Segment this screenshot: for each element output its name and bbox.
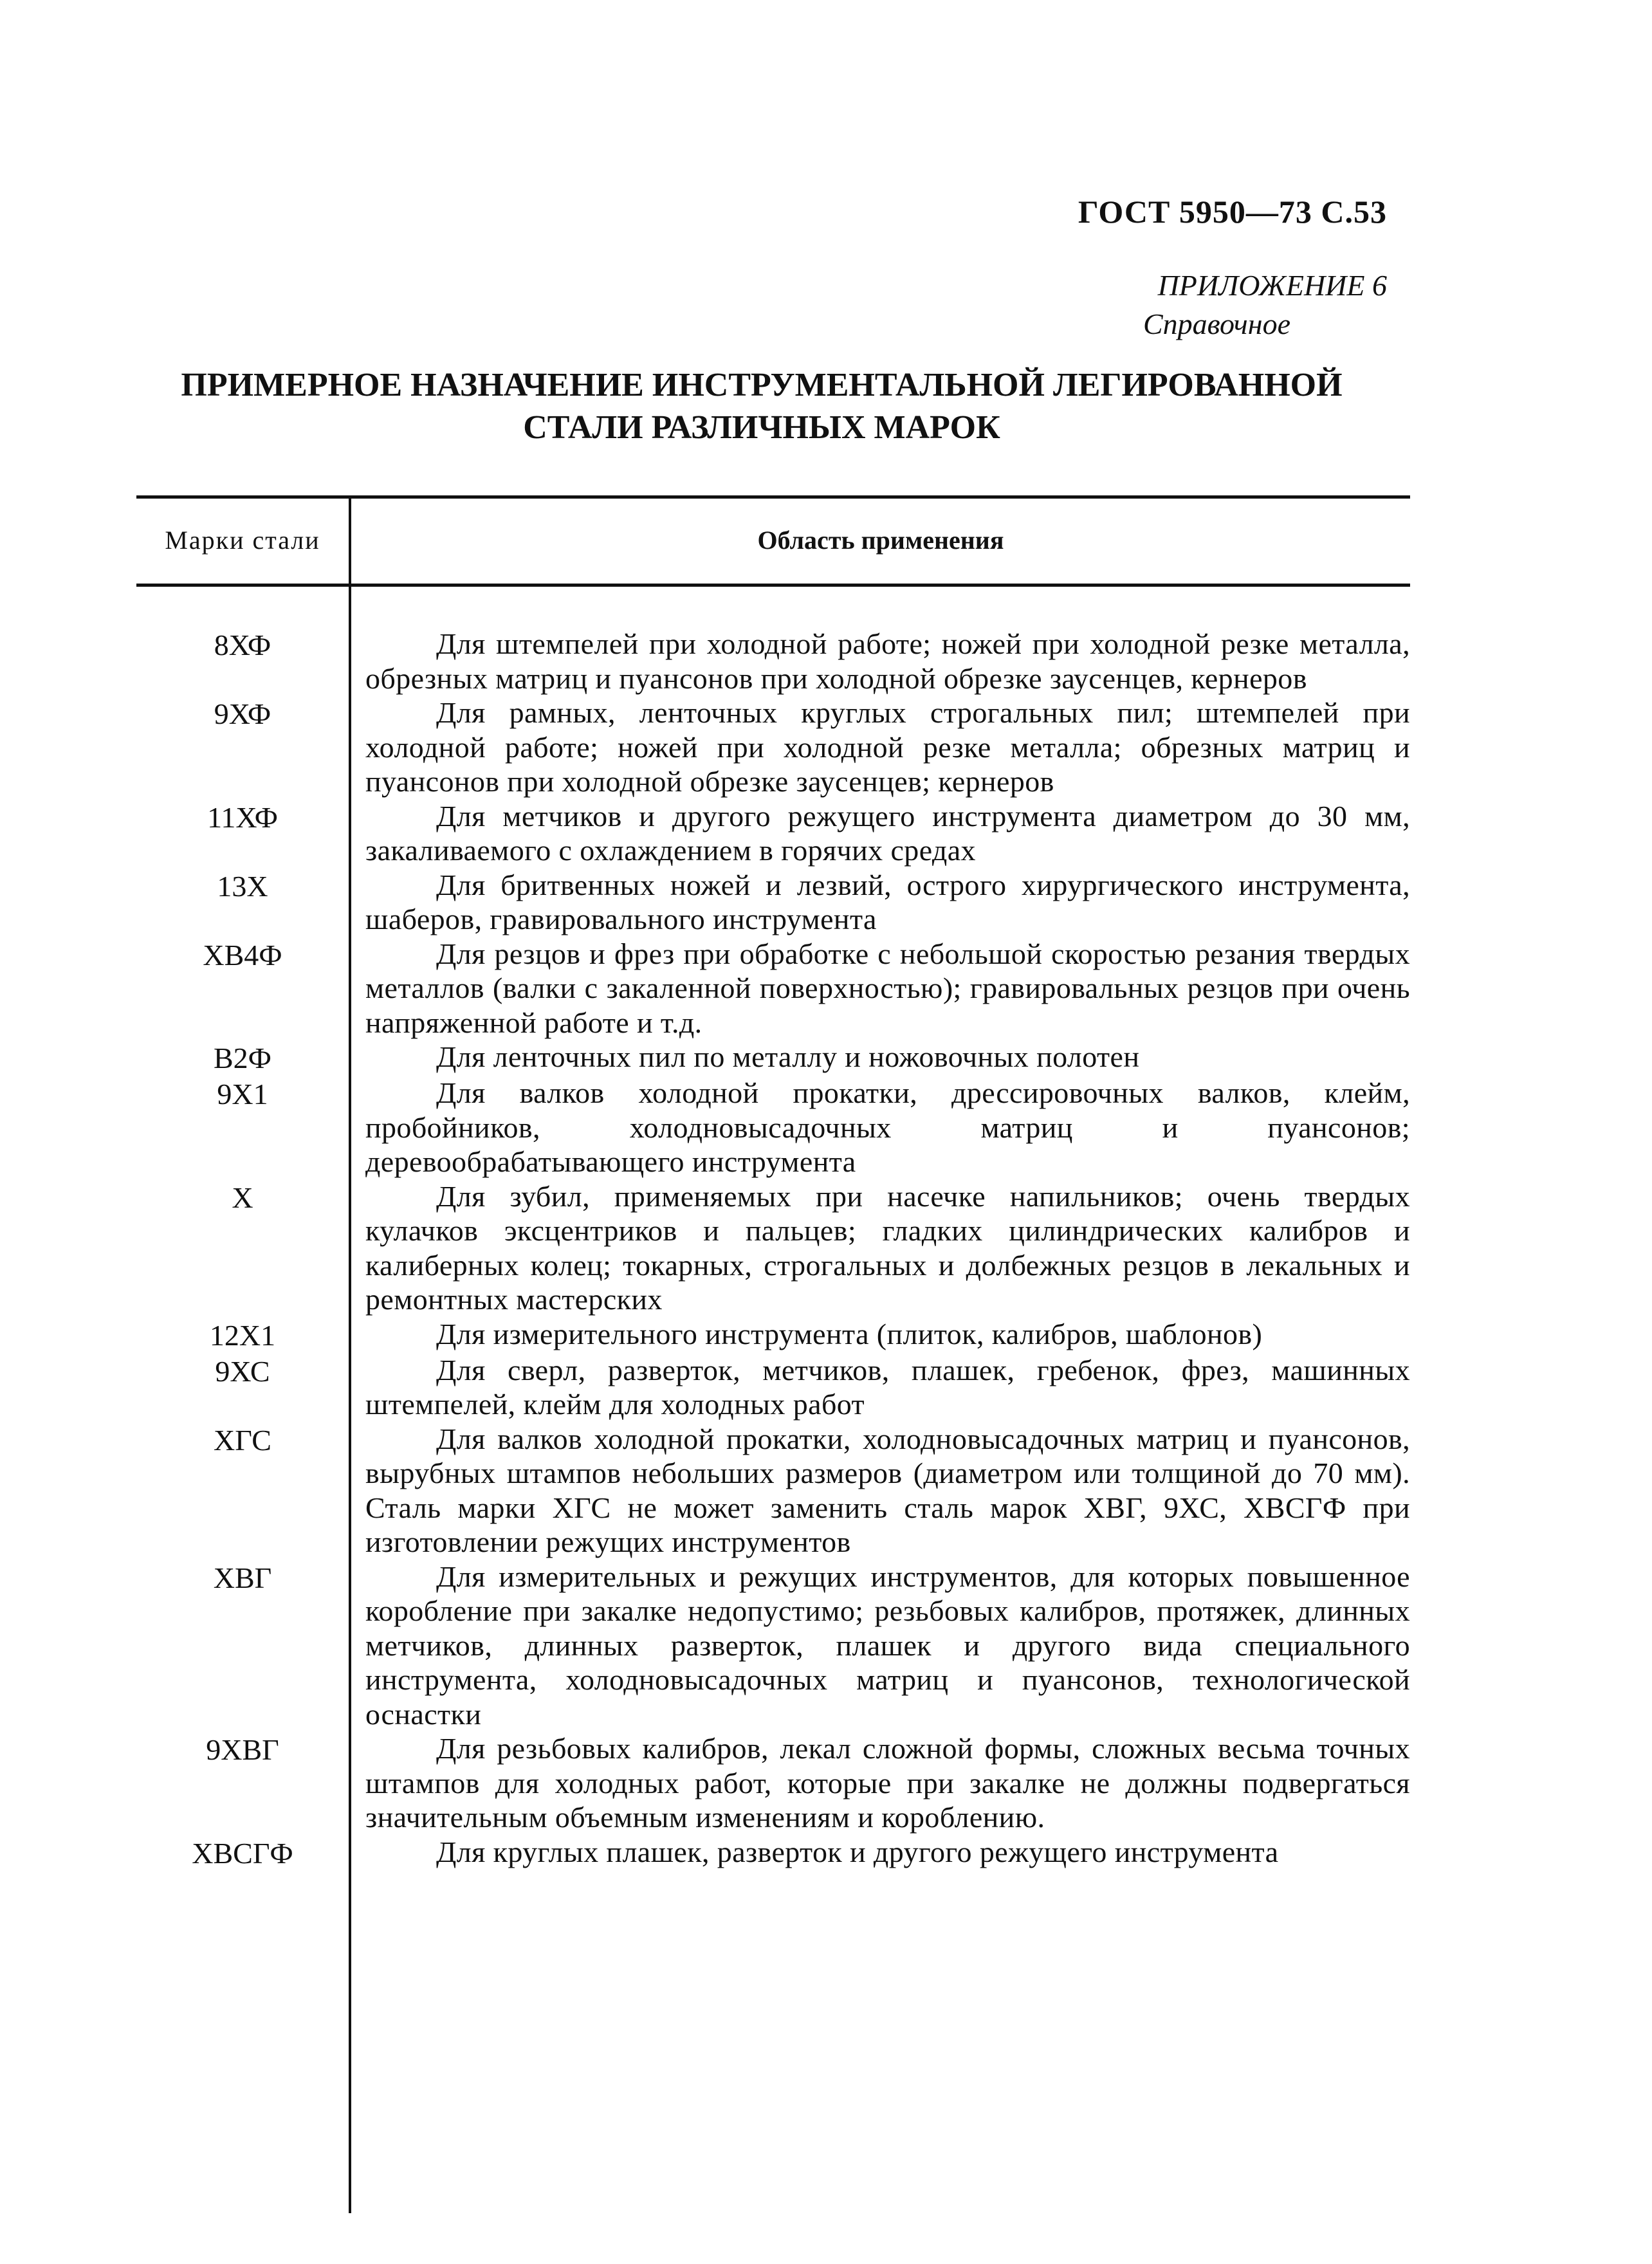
steel-grade: В2Ф xyxy=(213,1042,272,1074)
steel-grade: 9ХС xyxy=(215,1354,270,1388)
appendix-label: ПРИЛОЖЕНИЕ 6 xyxy=(1157,269,1387,302)
table-row xyxy=(136,695,1410,799)
column-header-grade: Марки стали xyxy=(165,526,320,555)
steel-grade: 8ХФ xyxy=(214,629,271,661)
appendix-kind: Справочное xyxy=(1143,308,1290,340)
application-text: Для измерительного инструмента (плиток, калибров, шаблонов) xyxy=(436,1317,1263,1350)
steel-grade: Х xyxy=(232,1181,253,1214)
application-text: Для сверл, разверток, метчиков, плашек, гребенок, фрез, машинных штемпелей, клейм для холодных работ xyxy=(365,1353,1410,1421)
application-text: Для ленточных пил по металлу и ножовочных полотен xyxy=(436,1040,1140,1073)
table-header-rule xyxy=(136,584,1410,587)
table-row xyxy=(136,627,1410,695)
table-row xyxy=(136,799,1410,868)
table-row xyxy=(136,1179,1410,1317)
application-text: Для штемпелей при холодной работе; ножей при холодной резке металла, обрезных матриц и пуансонов при холодной обрезке заусенцев, кернеров xyxy=(365,627,1410,695)
table-row xyxy=(136,1076,1410,1179)
application-text: Для измерительных и режущих инструментов, для которых повышенное коробление при закалке недопустимо; резьбовых калибров, протяжек, длинных метчиков, длинных разверток, плашек и другого вида специального инструмента, холодновысадочных матриц и пуансонов, технологической оснастки xyxy=(365,1560,1410,1731)
table-row xyxy=(136,868,1410,937)
table-row xyxy=(136,1040,1410,1076)
steel-grade: ХВГ xyxy=(213,1561,272,1594)
table-row xyxy=(136,1353,1410,1422)
application-text: Для рамных, ленточных круглых строгальных пил; штемпелей при холодной работе; ножей при холодной резке металла; обрезных матриц и пуансонов при холодной обрезке заусенцев; кернеров xyxy=(365,696,1410,798)
column-header-application: Область применения xyxy=(757,526,1004,555)
table-row xyxy=(136,1835,1410,1871)
application-text: Для валков холодной прокатки, дрессировочных валков, клейм, пробойников, холодновысадочных матриц и пуансонов; деревообрабатывающего инструмента xyxy=(365,1076,1410,1178)
application-text: Для зубил, применяемых при насечке напильников; очень твердых кулачков эксцентриков и пальцев; гладких цилиндрических калибров и калиберных колец; токарных, строгальных и долбежных резцов в лекальных и ремонтных мастерских xyxy=(365,1179,1410,1316)
steel-grade: 9ХФ xyxy=(214,697,271,730)
page-title-line-2: СТАЛИ РАЗЛИЧНЫХ МАРОК xyxy=(523,409,1000,446)
appendix-block xyxy=(1143,266,1387,344)
steel-grade: ХВСГФ xyxy=(192,1836,293,1870)
table-row xyxy=(136,937,1410,1040)
page-title xyxy=(0,364,1523,449)
steel-grade: 13Х xyxy=(217,869,268,903)
page-title-line-1: ПРИМЕРНОЕ НАЗНАЧЕНИЕ ИНСТРУМЕНТАЛЬНОЙ ЛЕГИРОВАННОЙ xyxy=(181,367,1343,403)
application-text: Для метчиков и другого режущего инструмента диаметром до 30 мм, закаливаемого с охлаждением в горячих средах xyxy=(365,799,1410,867)
steel-grade: 12Х1 xyxy=(209,1318,276,1352)
application-text: Для круглых плашек, разверток и другого режущего инструмента xyxy=(436,1835,1279,1868)
table-row xyxy=(136,1317,1410,1353)
application-text: Для резьбовых калибров, лекал сложной формы, сложных весьма точных штампов для холодных работ, которые при закалке не должны подвергаться значительным объемным изменениям и короблению. xyxy=(365,1732,1410,1834)
application-text: Для резцов и фрез при обработке с небольшой скоростью резания твердых металлов (валки с закаленной поверхностью); гравировальных резцов при очень напряженной работе и т.д. xyxy=(365,937,1410,1039)
table-body xyxy=(136,627,1410,1871)
steel-grade: 9ХВГ xyxy=(206,1733,279,1766)
table-row xyxy=(136,1731,1410,1835)
steel-grade: 11ХФ xyxy=(207,800,278,834)
application-text: Для бритвенных ножей и лезвий, острого хирургического инструмента, шаберов, гравировального инструмента xyxy=(365,868,1410,935)
steel-grade: ХГС xyxy=(214,1423,271,1457)
table-row xyxy=(136,1560,1410,1732)
table-row xyxy=(136,1422,1410,1560)
steel-grade: ХВ4Ф xyxy=(203,938,282,971)
table-top-rule xyxy=(136,495,1410,499)
steel-grades-table xyxy=(136,495,1410,2213)
document-reference: ГОСТ 5950—73 С.53 xyxy=(1078,194,1387,230)
application-text: Для валков холодной прокатки, холодновысадочных матриц и пуансонов, вырубных штампов небольших размеров (диаметром или толщиной до 70 мм). Сталь марки ХГС не может заменить сталь марок ХВГ, 9ХС, ХВСГФ при изготовлении режущих инструментов xyxy=(365,1422,1410,1558)
steel-grade: 9Х1 xyxy=(217,1078,268,1110)
